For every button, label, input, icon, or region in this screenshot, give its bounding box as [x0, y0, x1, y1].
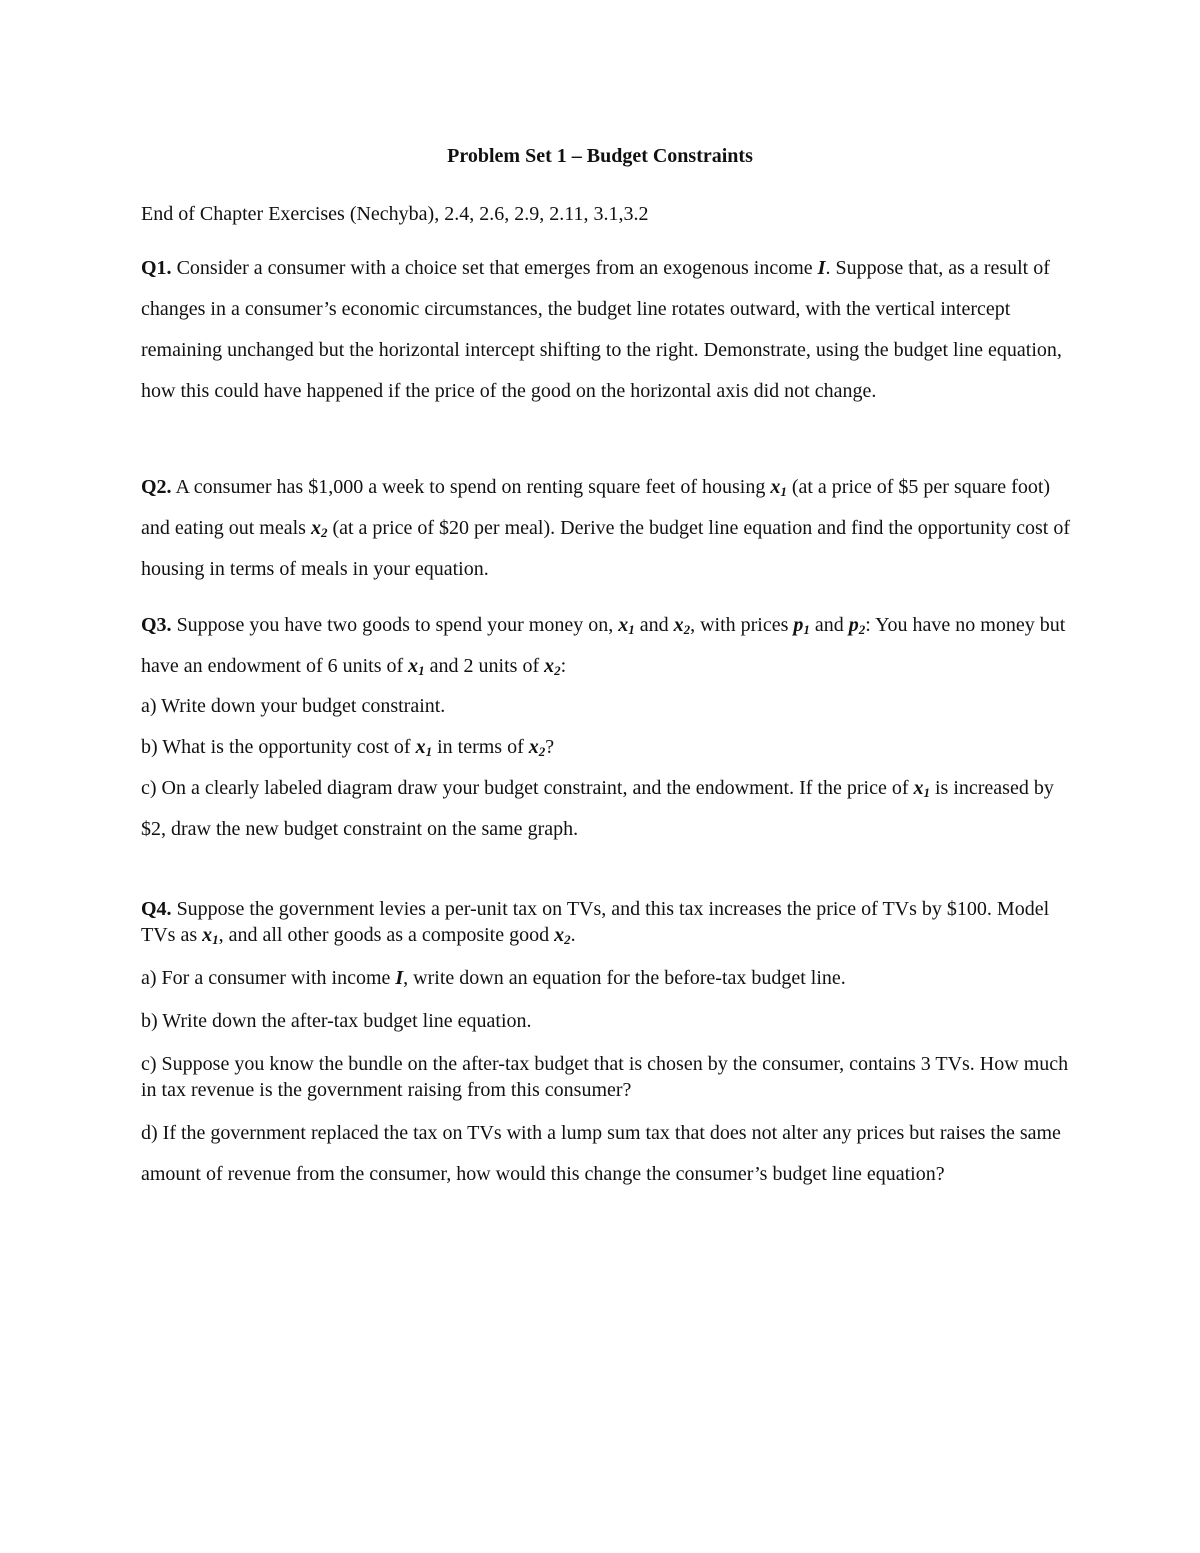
question-text: , with prices: [690, 614, 794, 636]
variable-x1: $x_1$: [618, 614, 635, 637]
question-4: [141, 896, 1071, 948]
question-label: Q4.: [141, 898, 172, 920]
document-title: Problem Set 1 – Budget Constraints: [447, 145, 753, 167]
question-text: and: [809, 614, 849, 636]
question-4-part-a: [141, 965, 1071, 991]
intro-line: End of Chapter Exercises (Nechyba), 2.4, 2.6, 2.9, 2.11, 3.1,3.2: [141, 203, 649, 225]
question-4-part-c: c) Suppose you know the bundle on the after-tax budget that is chosen by the consumer, contains 3 TVs. How much in tax revenue is the government raising from this consumer?: [141, 1053, 1069, 1101]
question-text: (at a price of $20 per meal). Derive the budget line equation and find the opportunity cost of housing in terms of meals in your equation.: [141, 517, 1070, 580]
question-text: c) On a clearly labeled diagram draw your budget constraint, and the endowment. If the price of: [141, 777, 914, 799]
variable-p1: $p_1$: [793, 614, 810, 637]
question-text: and: [634, 614, 674, 636]
question-1: [141, 248, 1071, 412]
question-text: and 2 units of: [424, 655, 545, 677]
question-label: Q3.: [141, 614, 172, 636]
question-label: Q2.: [141, 476, 172, 498]
question-label: Q1.: [141, 257, 172, 279]
variable-x1: $x_1$: [408, 655, 425, 678]
income-variable: I: [395, 967, 404, 989]
question-3: [141, 605, 1071, 687]
variable-x2: $x_2$: [528, 736, 546, 759]
question-text: , write down an equation for the before-tax budget line.: [403, 967, 846, 989]
variable-x2: $x_2$: [554, 924, 571, 947]
question-4-part-b: b) Write down the after-tax budget line equation.: [141, 1010, 532, 1032]
question-3-part-a: a) Write down your budget constraint.: [141, 695, 446, 717]
question-text: Consider a consumer with a choice set that emerges from an exogenous income: [171, 257, 818, 279]
question-text: Suppose you have two goods to spend your money on,: [171, 614, 619, 636]
variable-x1: $x_1$: [415, 736, 433, 759]
question-text: : You have no money but have an endowment of 6 units of: [141, 614, 1066, 677]
question-text: in terms of: [432, 736, 529, 758]
question-text: A consumer has $1,000 a week to spend on renting square feet of housing: [171, 476, 771, 498]
question-text: a) For a consumer with income: [141, 967, 396, 989]
variable-x2: $x_2$: [310, 517, 328, 540]
variable-x1: $x_1$: [770, 476, 787, 499]
question-text: . Suppose that, as a result of changes in a consumer’s economic circumstances, the budget line rotates outward, with the vertical intercept remaining unchanged but the horizontal intercept shifting to the right. Demonstrate, using the budget line equation, how this could have happened if the price of the good on the horizontal axis did not change.: [141, 257, 1062, 402]
question-text: :: [560, 655, 567, 677]
variable-p2: $p_2$: [848, 614, 866, 637]
question-3-part-c: [141, 768, 1071, 850]
question-4-part-d: d) If the government replaced the tax on TVs with a lump sum tax that does not alter any prices but raises the same amount of revenue from the consumer, how would this change the consumer’s budget line equation?: [141, 1122, 1061, 1185]
question-text: b) What is the opportunity cost of: [141, 736, 416, 758]
question-3-part-b: [141, 727, 1071, 768]
question-text: Suppose the government levies a per-unit tax on TVs, and this tax increases the price of TVs by $100. Model TVs as: [141, 898, 1050, 946]
question-text: is increased by $2, draw the new budget constraint on the same graph.: [141, 777, 1054, 840]
question-text: , and all other goods as a composite good: [218, 924, 555, 946]
income-variable: I: [817, 257, 826, 279]
question-text: .: [570, 924, 576, 946]
variable-x1: $x_1$: [913, 777, 930, 800]
variable-x1: $x_1$: [202, 924, 219, 947]
question-text: ?: [545, 736, 555, 758]
variable-x2: $x_2$: [544, 655, 561, 678]
question-2: [141, 467, 1071, 590]
variable-x2: $x_2$: [673, 614, 691, 637]
question-text: (at a price of $5 per square foot) and eating out meals: [141, 476, 1051, 539]
